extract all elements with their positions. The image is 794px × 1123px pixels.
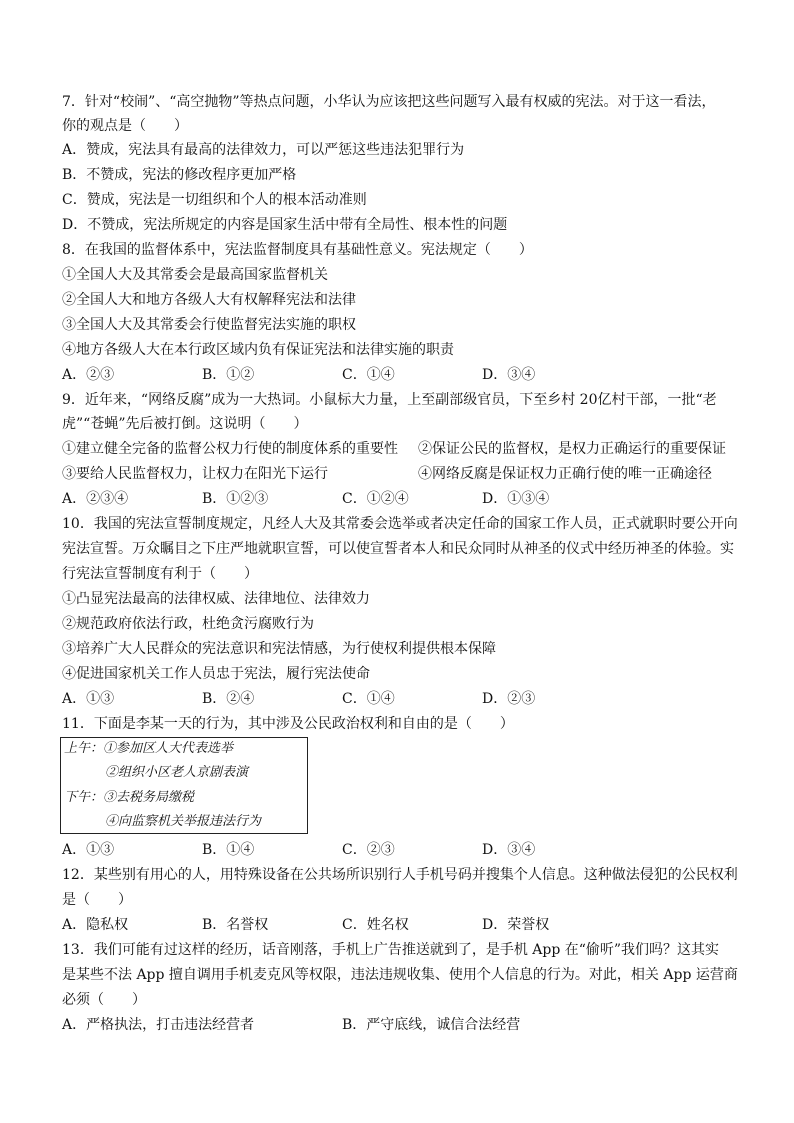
q11-schedule-box [60,737,308,834]
q7-option-b: B．不赞成，宪法的修改程序更加严格 [62,167,297,183]
q13-stem-line-2: 是某些不法 App 擅自调用手机麦克风等权限，违法违规收集、使用个人信息的行为。对此，相关 App 运营商 [62,967,738,983]
q10-statement-3: ③培养广大人民群众的宪法意识和宪法情感，为行使权利提供根本保障 [62,641,496,657]
q9-statements-row-2 [62,464,742,484]
q9-option-a: A．②③④ [62,491,129,507]
q9-statement-4: ④网络反腐是保证权力正确行使的唯一正确途径 [418,466,712,482]
q11-option-b: B．①④ [202,842,255,858]
q9-statement-2: ②保证公民的监督权，是权力正确运行的重要保证 [418,441,726,457]
q12-option-a: A．隐私权 [62,917,129,933]
q9-stem-line-2: 虎”“苍蝇”先后被打倒。这说明（ ） [62,416,308,432]
q7-option-d: D．不赞成，宪法所规定的内容是国家生活中带有全局性、根本性的问题 [62,217,508,233]
q9-stem-line-1: 9．近年来，“网络反腐”成为一大热词。小鼠标大力量，上至副部级官员，下至乡村 20亿村干部，一批“老 [62,392,717,408]
q11-option-c: C．②③ [342,842,395,858]
q9-option-d: D．①③④ [482,491,550,507]
q12-stem-line-1: 12．某些别有用心的人，用特殊设备在公共场所识别行人手机号码并搜集个人信息。这种做法侵犯的公民权利 [62,867,738,883]
q9-option-b: B．①②③ [202,491,269,507]
q10-statement-1: ①凸显宪法最高的法律权威、法律地位、法律效力 [62,591,370,607]
q9-statements-row-1 [62,439,742,459]
q7-stem-line-2: 你的观点是（ ） [62,118,188,134]
q10-statement-2: ②规范政府依法行政，杜绝贪污腐败行为 [62,616,314,632]
q9-statement-3: ③要给人民监督权力，让权力在阳光下运行 [62,466,328,482]
q13-stem-line-3: 必须（ ） [62,992,146,1008]
q11-box-line-4: ④向监察机关举报违法行为 [105,814,262,829]
q7-stem-line-1: 7．针对“校闹”、“高空抛物”等热点问题，小华认为应该把这些问题写入最有权威的宪法。对于这一看法， [62,94,716,110]
q10-stem-line-1: 10．我国的宪法宣誓制度规定，凡经人大及其常委会选举或者决定任命的国家工作人员，正式就职时要公开向 [62,516,738,532]
q11-option-a: A．①③ [62,842,115,858]
q11-box-line-3: 下午：③去税务局缴税 [64,790,195,805]
q9-options [62,489,742,509]
q11-option-d: D．③④ [482,842,536,858]
q7-option-c: C．赞成，宪法是一切组织和个人的根本活动准则 [62,192,367,208]
q10-options [62,689,742,709]
q10-stem-line-3: 行宪法宣誓制度有利于（ ） [62,566,258,582]
q12-option-b: B．名誉权 [202,917,269,933]
q10-option-a: A．①③ [62,691,115,707]
q10-statement-4: ④促进国家机关工作人员忠于宪法，履行宪法使命 [62,666,370,682]
q13-options [62,1015,742,1035]
q8-option-c: C．①④ [342,367,395,383]
q13-option-a: A．严格执法，打击违法经营者 [62,1017,255,1033]
q8-statement-2: ②全国人大和地方各级人大有权解释宪法和法律 [62,292,356,308]
q8-option-b: B．①② [202,367,255,383]
q9-option-c: C．①②④ [342,491,409,507]
q10-option-b: B．②④ [202,691,255,707]
q8-option-d: D．③④ [482,367,536,383]
q8-stem: 8．在我国的监督体系中，宪法监督制度具有基础性意义。宪法规定（ ） [62,242,533,258]
q8-option-a: A．②③ [62,367,115,383]
q10-option-d: D．②③ [482,691,536,707]
q12-stem-line-2: 是（ ） [62,892,132,908]
q12-option-c: C．姓名权 [342,917,409,933]
q11-options [62,840,742,860]
q12-option-d: D．荣誉权 [482,917,550,933]
q8-statement-4: ④地方各级人大在本行政区域内负有保证宪法和法律实施的职责 [62,342,454,358]
q11-stem: 11．下面是李某一天的行为，其中涉及公民政治权利和自由的是（ ） [62,716,514,732]
q13-stem-line-1: 13．我们可能有过这样的经历，话音刚落，手机上广告推送就到了，是手机 App 在“偷听”我们吗？这其实 [62,942,720,958]
q7-option-a: A．赞成，宪法具有最高的法律效力，可以严惩这些违法犯罪行为 [62,142,465,158]
q12-options [62,915,742,935]
q10-stem-line-2: 宪法宣誓。万众瞩目之下庄严地就职宣誓，可以使宣誓者本人和民众同时从神圣的仪式中经历神圣的体验。实 [62,541,734,557]
q8-options [62,365,742,385]
q8-statement-3: ③全国人大及其常委会行使监督宪法实施的职权 [62,317,356,333]
q9-statement-1: ①建立健全完备的监督公权力行使的制度体系的重要性 [62,441,398,457]
q13-option-b: B．严守底线，诚信合法经营 [342,1017,521,1033]
q11-box-line-2: ②组织小区老人京剧表演 [105,765,249,780]
q11-box-line-1: 上午：①参加区人大代表选举 [64,741,234,756]
q10-option-c: C．①④ [342,691,395,707]
q8-statement-1: ①全国人大及其常委会是最高国家监督机关 [62,267,328,283]
